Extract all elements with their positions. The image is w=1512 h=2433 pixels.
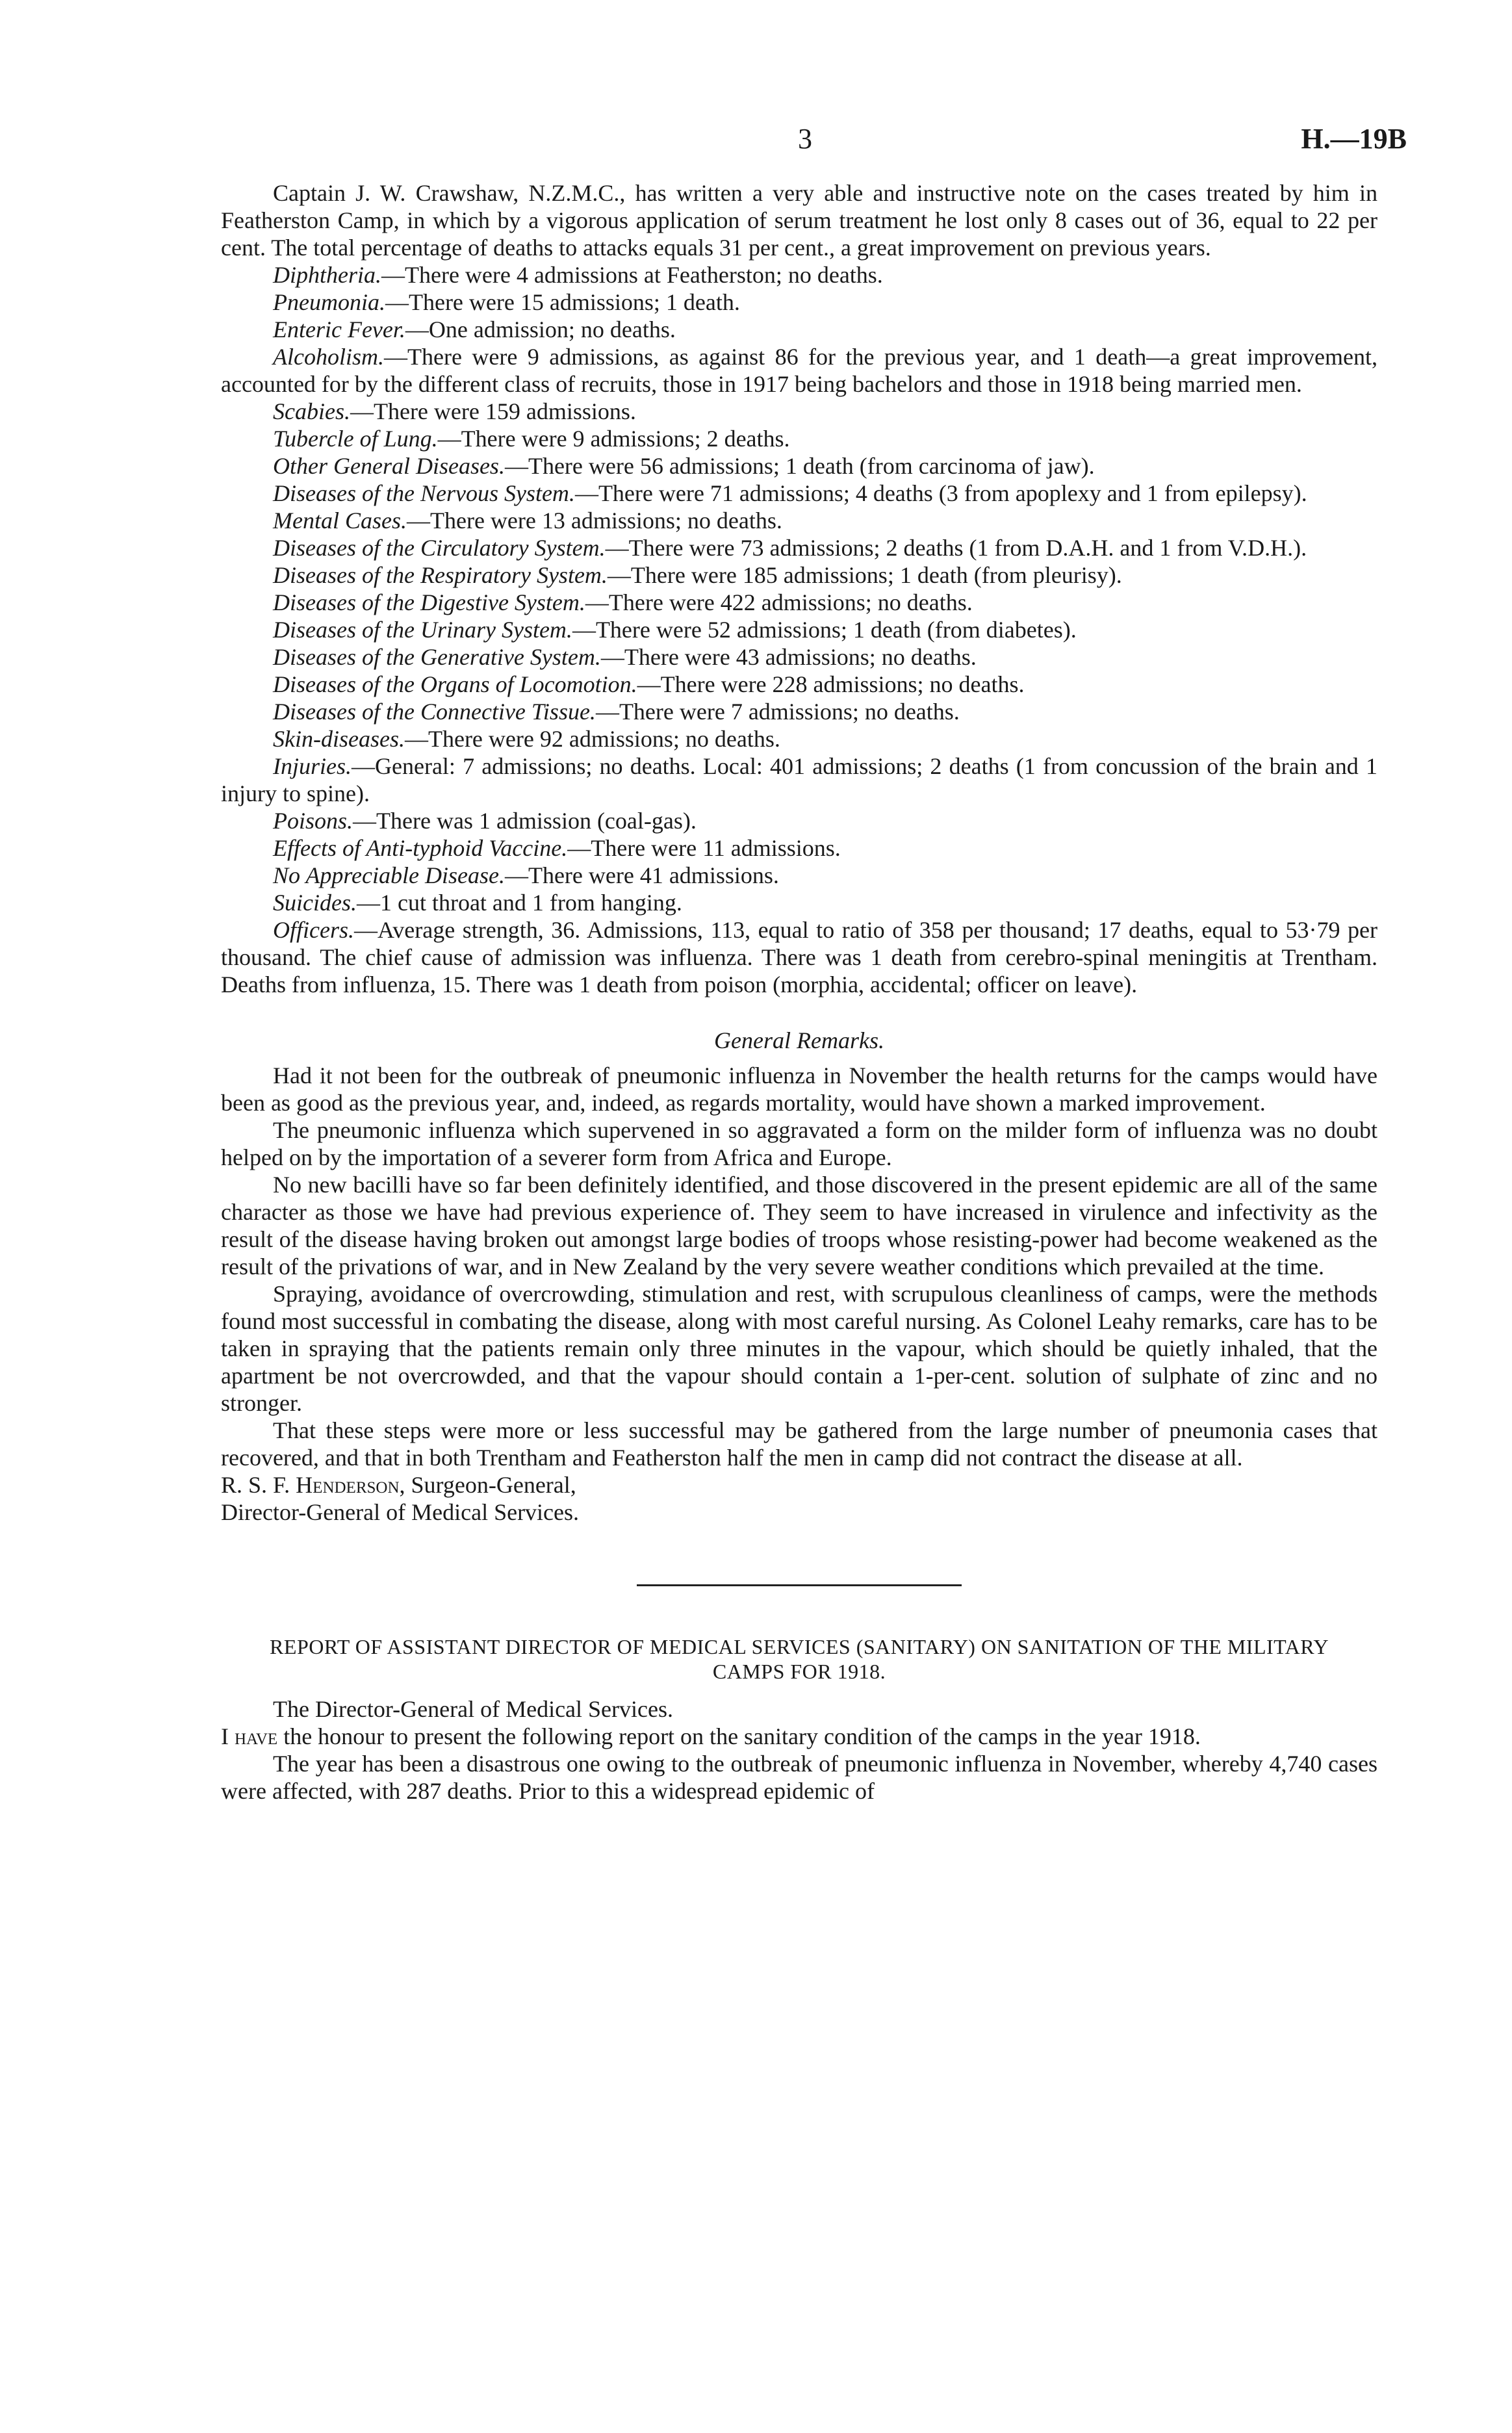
entry-label: Enteric Fever. bbox=[273, 316, 405, 342]
entry-label: Officers. bbox=[273, 917, 354, 943]
entry-text: —There were 73 admissions; 2 deaths (1 from D.A.H. and 1 from V.D.H.). bbox=[605, 535, 1307, 561]
report-paragraph: The year has been a disastrous one owing to the outbreak of pneumonic influenza in November, whereby 4,740 cases were affected, with 287 deaths. Prior to this a widespread epidemic of bbox=[221, 1751, 1377, 1804]
intro-paragraph: Captain J. W. Crawshaw, N.Z.M.C., has written a very able and instructive note on the cases treated by him in Featherston Camp, in which by a vigorous application of serum treatment he lost only 8 cases out of 36, equal to 22 per cent. The total percentage of deaths to attacks equals 31 per cent., a great improvement on previous years. bbox=[221, 180, 1377, 261]
disease-entry bbox=[221, 480, 1377, 507]
report-opening-caps: I have bbox=[221, 1723, 278, 1749]
disease-entry bbox=[221, 616, 1377, 643]
disease-entry bbox=[221, 589, 1377, 616]
entry-label: Diseases of the Circulatory System. bbox=[273, 535, 606, 561]
section-divider bbox=[637, 1584, 962, 1586]
entry-label: Suicides. bbox=[273, 890, 357, 916]
entry-text: —There were 71 admissions; 4 deaths (3 from apoplexy and 1 from epilepsy). bbox=[574, 480, 1307, 506]
disease-entry bbox=[221, 398, 1377, 425]
entry-text: —There were 9 admissions, as against 86 for the previous year, and 1 death—a great improvement, accounted for by the different class of recruits, those in 1917 being bachelors and those in 1918 being married men. bbox=[221, 344, 1377, 397]
entry-label: Injuries. bbox=[273, 753, 352, 779]
entry-text: —There were 92 admissions; no deaths. bbox=[404, 726, 780, 752]
disease-entry bbox=[221, 807, 1377, 834]
entry-label: Scabies. bbox=[273, 398, 350, 424]
entry-text: —There was 1 admission (coal-gas). bbox=[353, 808, 697, 834]
remarks-paragraph: Had it not been for the outbreak of pneumonic influenza in November the health returns for the camps would have been as good as the previous year, and, indeed, as regards mortality, would have shown a marked improvement. bbox=[221, 1062, 1377, 1116]
entry-text: —There were 41 admissions. bbox=[504, 862, 779, 888]
entry-label: Alcoholism. bbox=[273, 344, 384, 370]
entry-label: Diseases of the Generative System. bbox=[273, 644, 601, 670]
entry-label: Skin-diseases. bbox=[273, 726, 405, 752]
disease-entry bbox=[221, 316, 1377, 343]
entry-text: —There were 43 admissions; no deaths. bbox=[600, 644, 977, 670]
report-opening-rest: the honour to present the following report on the sanitary condition of the camps in the year 1918. bbox=[277, 1723, 1201, 1749]
remarks-paragraph: Spraying, avoidance of overcrowding, stimulation and rest, with scrupulous cleanliness of camps, were the methods found most successful in combating the disease, along with most careful nursing. As Colonel Leahy remarks, care has to be taken in spraying that the patients remain only three minutes in the vapour, which should be quietly inhaled, that the apartment be not overcrowded, and that the vapour should contain a 1-per-cent. solution of sulphate of zinc and no stronger. bbox=[221, 1281, 1377, 1416]
signature-initials: R. S. F. bbox=[221, 1472, 296, 1498]
entry-label: Poisons. bbox=[273, 808, 353, 834]
entry-text: —There were 228 admissions; no deaths. bbox=[637, 671, 1025, 697]
entry-label: Tubercle of Lung. bbox=[273, 426, 438, 452]
disease-entry bbox=[221, 452, 1377, 480]
entry-text: —General: 7 admissions; no deaths. Local: 401 admissions; 2 deaths (1 from concussion of the brain and 1 injury to spine). bbox=[221, 753, 1377, 806]
entry-label: Diseases of the Nervous System. bbox=[273, 480, 575, 506]
entry-label: Diseases of the Respiratory System. bbox=[273, 562, 608, 588]
signature-line bbox=[221, 1471, 1377, 1499]
report-addressee: The Director-General of Medical Services. bbox=[273, 1696, 673, 1722]
entry-label: Diseases of the Connective Tissue. bbox=[273, 699, 596, 725]
disease-entry bbox=[221, 261, 1377, 289]
entry-label: Mental Cases. bbox=[273, 508, 407, 534]
entry-text: —There were 185 admissions; 1 death (from pleurisy). bbox=[607, 562, 1122, 588]
signature-title: Director-General of Medical Services. bbox=[221, 1499, 580, 1525]
page-body bbox=[221, 179, 1377, 1805]
entry-text: —There were 52 admissions; 1 death (from diabetes). bbox=[572, 617, 1077, 643]
signature-rank: , Surgeon-General, bbox=[399, 1472, 576, 1498]
entry-text: —One admission; no deaths. bbox=[405, 316, 676, 342]
disease-entry bbox=[221, 753, 1377, 807]
general-remarks-title: General Remarks. bbox=[714, 1027, 884, 1053]
disease-entry bbox=[221, 862, 1377, 889]
disease-entry bbox=[221, 561, 1377, 589]
page-number: 3 bbox=[798, 123, 812, 155]
entry-label: No Appreciable Disease. bbox=[273, 862, 505, 888]
entry-label: Pneumonia. bbox=[273, 289, 385, 315]
page-header bbox=[0, 122, 1512, 161]
disease-entry bbox=[221, 534, 1377, 561]
disease-entry bbox=[221, 643, 1377, 671]
entry-text: —Average strength, 36. Admissions, 113, equal to ratio of 358 per thousand; 17 deaths, equal to 53·79 per thousand. The chief cause of admission was influenza. There was 1 death from cerebro-spinal meningitis at Trentham. Deaths from influenza, 15. There was 1 death from poison (morphia, accidental; officer on leave). bbox=[221, 917, 1377, 998]
entry-text: —There were 15 admissions; 1 death. bbox=[385, 289, 740, 315]
entry-text: —There were 159 admissions. bbox=[350, 398, 636, 424]
disease-entry bbox=[221, 289, 1377, 316]
document-series: H.—19B bbox=[1301, 123, 1407, 155]
entry-text: —There were 7 admissions; no deaths. bbox=[595, 699, 960, 725]
entry-label: Diseases of the Digestive System. bbox=[273, 589, 585, 615]
disease-entry bbox=[221, 725, 1377, 753]
general-remarks bbox=[221, 1062, 1377, 1471]
entry-label: Diseases of the Organs of Locomotion. bbox=[273, 671, 637, 697]
remarks-paragraph: No new bacilli have so far been definitely identified, and those discovered in the present epidemic are all of the same character as those we have had previous experience of. They seem to have increased in virulence and infectivity as the result of the disease having broken out amongst large bodies of troops whose resisting-power had become weakened as the result of the privations of war, and in New Zealand by the very severe weather conditions which prevailed at the time. bbox=[221, 1172, 1377, 1280]
signature-name: Henderson bbox=[296, 1472, 400, 1498]
entry-text: —There were 4 admissions at Featherston; no deaths. bbox=[381, 262, 883, 288]
report-title: REPORT OF ASSISTANT DIRECTOR OF MEDICAL SERVICES (SANITARY) ON SANITATION OF THE MILITARY CAMPS FOR 1918. bbox=[270, 1635, 1329, 1683]
entry-text: —There were 11 admissions. bbox=[567, 835, 841, 861]
entry-text: —There were 13 admissions; no deaths. bbox=[406, 508, 782, 534]
disease-entry bbox=[221, 889, 1377, 916]
disease-entry bbox=[221, 698, 1377, 725]
entry-text: —There were 9 admissions; 2 deaths. bbox=[437, 426, 790, 452]
disease-entry bbox=[221, 425, 1377, 452]
disease-entries bbox=[221, 261, 1377, 998]
disease-entry bbox=[221, 671, 1377, 698]
entry-label: Effects of Anti-typhoid Vaccine. bbox=[273, 835, 568, 861]
disease-entry bbox=[221, 343, 1377, 398]
disease-entry bbox=[221, 834, 1377, 862]
entry-label: Diseases of the Urinary System. bbox=[273, 617, 572, 643]
entry-label: Diphtheria. bbox=[273, 262, 381, 288]
disease-entry bbox=[221, 916, 1377, 998]
report-opening bbox=[221, 1723, 1377, 1750]
remarks-paragraph: That these steps were more or less successful may be gathered from the large number of pneumonia cases that recovered, and that in both Trentham and Featherston half the men in camp did not contract the disease at all. bbox=[221, 1417, 1377, 1471]
entry-text: —There were 422 admissions; no deaths. bbox=[585, 589, 973, 615]
remarks-paragraph: The pneumonic influenza which supervened in so aggravated a form on the milder form of influenza was no doubt helped on by the importation of a severer form from Africa and Europe. bbox=[221, 1117, 1377, 1170]
disease-entry bbox=[221, 507, 1377, 534]
entry-text: —1 cut throat and 1 from hanging. bbox=[356, 890, 682, 916]
entry-label: Other General Diseases. bbox=[273, 453, 505, 479]
entry-text: —There were 56 admissions; 1 death (from carcinoma of jaw). bbox=[504, 453, 1095, 479]
